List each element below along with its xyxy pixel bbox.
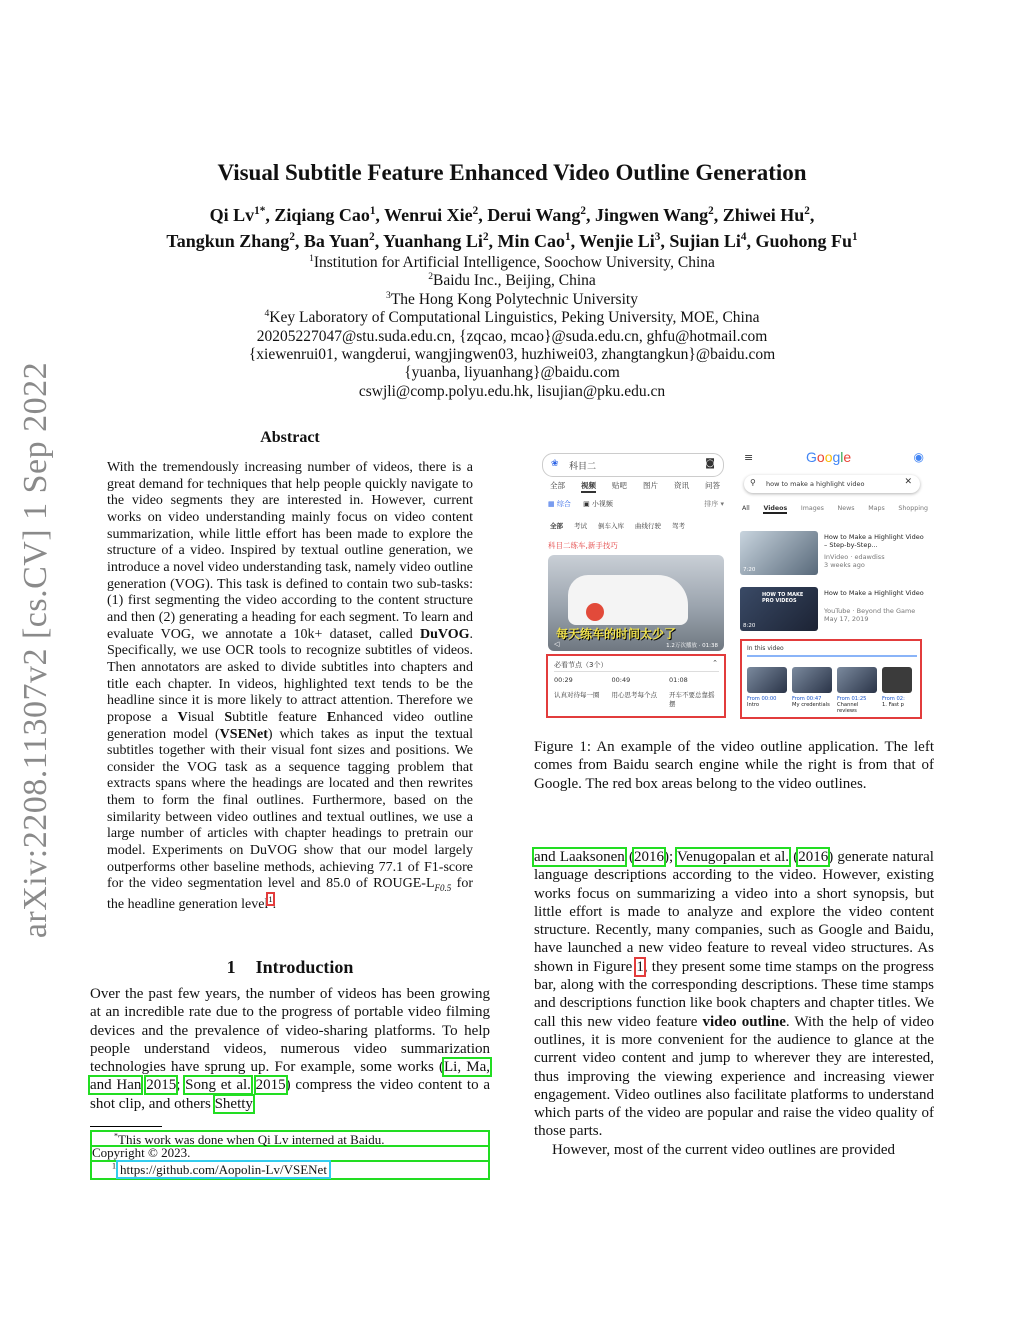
- abstract-text: With the tremendously increasing number of videos, there is a great demand for techniques that help people quickly navigate to the video segments they are interested in. However, current works on video understanding mainly focus on video content summarization, while little effort has been made to explore the structure of a video. Inspired by textual outline generation, we introduce a novel video understanding task, namely video outline generation (VOG). This task is defined to contain two sub-tasks: (1) first segmenting the video according to the content structure and then (2) generating a heading for each segment. To learn and evaluate VOG, we annotate a 10k+ dataset, called DuVOG. Specifically, we use OCR tools to recognize subtitles of videos. Then annotators are asked to divide subtitles into chapters and title each chapter. In videos, highlighted text tends to be the headline since it is more likely to attract attention. Therefore we propose a Visual Subtitle feature Enhanced video outline generation model (VSENet) which takes as input the textual subtitles together with their visual font sizes and positions. We consider the VOG task as a sequence tagging problem that extracts spans where the headings are located and then rewrites them to form the final outlines. Furthermore, based on the similarity between video outlines and textual outlines, we use a large number of articles with chapter headings to pretrain our model. Experiments on DuVOG show that our model largely outperforms other baseline methods, achieving 77.1 of F1-score for the video segmentation level and 85.0 of ROUGE-$L_{F0.5}$ for the headline generation level$^1$.: [107, 460, 474, 912]
- google-chapter-list: [747, 667, 922, 714]
- chapter-item[interactable]: 01:08 开车不要总靠摇摆: [669, 676, 715, 708]
- abstract-heading: Abstract: [260, 429, 320, 446]
- video-meta: 1.2万次播放 · 01:38: [666, 643, 718, 649]
- author-name: Derui Wang: [487, 205, 581, 225]
- footnote-1: *This work was done when Qi Lv interned at Baidu.: [90, 1130, 490, 1147]
- author-name: Jingwen Wang: [594, 205, 709, 225]
- figure-caption: Figure 1: An example of the video outline application. The left comes from Baidu search engine while the right is from that of Google. The red box areas belong to the video outlines.: [534, 739, 934, 792]
- footnote-2: $^1$ https://github.com/Aopolin-Lv/VSENet: [90, 1160, 490, 1180]
- volume-icon: ◁: [554, 640, 560, 648]
- in-video-label: In this video: [747, 645, 784, 652]
- footnote-url-link[interactable]: https://github.com/Aopolin-Lv/VSENet: [116, 1160, 331, 1179]
- figure-reference-link[interactable]: 1: [636, 958, 644, 975]
- baidu-outline-box: [546, 654, 726, 718]
- baidu-tab[interactable]: 全部: [550, 481, 565, 490]
- result-thumbnail[interactable]: 7:20: [740, 531, 818, 575]
- google-tabs: [742, 505, 928, 514]
- author-affiliation-mark: 2: [580, 205, 586, 217]
- google-tab[interactable]: Images: [800, 505, 824, 512]
- citation-link[interactable]: Venugopalan et al.: [677, 849, 790, 865]
- chip[interactable]: 全部: [550, 522, 563, 530]
- google-tab[interactable]: Shopping: [898, 505, 928, 512]
- car-logo: [586, 603, 604, 621]
- chapter-list: [554, 676, 719, 708]
- video-subtitle-overlay: 每天练车的时间太少了: [556, 627, 677, 641]
- menu-icon[interactable]: ≡: [744, 451, 754, 464]
- progress-track: [554, 671, 719, 672]
- paragraph: However, most of the current video outlines are provided: [552, 1141, 896, 1158]
- author-line-1: Qi $Lv^{1*}$, Ziqiang Cao$^1$, Wenrui Xie$^2$, Derui Wang$^2$, Jingwen Wang$^2$, Zhiwei Hu$^2$,: [209, 205, 815, 225]
- chip[interactable]: 倒车入库: [598, 522, 624, 530]
- video-result[interactable]: How to Make a Highlight Video YouTube · Beyond the Game May 17, 2019: [824, 589, 924, 623]
- citation-link[interactable]: 2015: [146, 1077, 177, 1094]
- chip[interactable]: 驾考: [672, 522, 685, 530]
- baidu-video-thumbnail[interactable]: [548, 555, 724, 651]
- baidu-tab[interactable]: 资讯: [674, 481, 689, 490]
- baidu-tab[interactable]: 贴吧: [612, 481, 627, 490]
- author-name: Tangkun Zhang: [166, 231, 290, 251]
- citation-link[interactable]: and Laaksonen: [534, 849, 625, 865]
- author-affiliation-mark: 2: [289, 231, 295, 243]
- author-name: Qi Lv: [209, 205, 255, 225]
- video-result[interactable]: How to Make a Highlight Video – Step-by-Step... InVideo · edawdiss 3 weeks ago: [824, 533, 924, 569]
- chapter-progress-bar: [747, 655, 917, 657]
- author-affiliation-mark: 3: [654, 231, 661, 243]
- chapter-header: 必看节点（3个）: [554, 661, 608, 669]
- chapter-item[interactable]: From 01:25 Channel reviews: [837, 667, 877, 714]
- chapter-item[interactable]: 00:29 认真对待每一圈: [554, 676, 600, 699]
- baidu-tab[interactable]: 视频: [581, 480, 596, 493]
- affiliation: $^1$Institution for Artificial Intelligence, Soochow University, China: [309, 252, 715, 271]
- sort-dropdown[interactable]: 排序 ▾: [704, 500, 724, 508]
- author-affiliation-mark: 2: [482, 231, 489, 243]
- affiliations: [80, 254, 944, 401]
- baidu-paw-icon: ❀: [551, 459, 559, 469]
- chevron-up-icon[interactable]: ⌃: [712, 659, 718, 667]
- author-affiliation-mark: 1: [852, 231, 858, 243]
- author-affiliation-mark: 1*: [254, 205, 266, 217]
- google-tab[interactable]: All: [742, 505, 750, 512]
- car-shape: [568, 575, 688, 625]
- google-logo: Google: [806, 449, 852, 465]
- baidu-tabs: [550, 480, 720, 493]
- chapter-item[interactable]: 00:49 用心思考每个点: [611, 676, 657, 699]
- copyright-notice: Copyright © 2023.: [90, 1147, 490, 1162]
- citation-link[interactable]: Li, Ma, and Han: [90, 1059, 491, 1094]
- author-affiliation-mark: 2: [708, 205, 714, 217]
- google-tab[interactable]: News: [837, 505, 855, 512]
- google-tab[interactable]: Maps: [868, 505, 885, 512]
- chip[interactable]: 考试: [574, 522, 587, 530]
- right-column-text: [534, 848, 934, 1159]
- baidu-screenshot: [540, 449, 726, 721]
- citation-link[interactable]: Shetty: [214, 1095, 253, 1112]
- google-tab[interactable]: Videos: [763, 505, 788, 512]
- author-affiliation-mark: 2: [804, 205, 810, 217]
- affiliation: $^3$The Hong Kong Polytechnic University: [386, 289, 638, 308]
- author-affiliation-mark: 2: [369, 231, 375, 243]
- author-affiliation-mark: 1: [369, 205, 376, 217]
- baidu-video-title[interactable]: 科目二练车,新手技巧: [548, 541, 618, 550]
- baidu-search-bar: [542, 453, 724, 477]
- affiliation: $^4$Key Laboratory of Computational Linguistics, Peking University, MOE, China: [264, 308, 760, 327]
- author-name: Ba Yuan: [303, 231, 370, 251]
- citation-link[interactable]: 2016: [798, 849, 829, 865]
- chapter-item[interactable]: From 02: 1. Fast p: [882, 667, 912, 714]
- google-outline-box: [740, 639, 922, 719]
- author-name: Zhiwei Hu: [722, 205, 805, 225]
- author-name: Wenjie Li: [579, 231, 655, 251]
- figure-1: [540, 449, 930, 721]
- footnote-link[interactable]: 1: [268, 894, 273, 905]
- author-list: [80, 202, 944, 254]
- baidu-filter-row: [548, 499, 724, 509]
- camera-icon: ◙: [705, 458, 715, 469]
- intro-paragraph: Over the past few years, the number of videos has been growing at an incredible rate due to the progress of portable video filming devices and the prevalence of video-sharing platforms. To help people understand videos, numerous video summarization technologies have sprung up. For example, some works (Li, Ma, and Han 2015; Song et al. 2015) compress the video content to a shot clip, and others Shetty: [90, 986, 491, 1112]
- baidu-chips: [550, 521, 720, 530]
- paragraph: and Laaksonen (2016); Venugopalan et al. (2016) generate natural language descriptions according to the video. However, existing works focus on summarizing a video into a short synopsis, but little effort is made to analyze and explore the video content structure. Recently, many companies, such as Google and Baidu, have launched a new video feature to reveal video structures. As shown in Figure 1, they present some time stamps on the progress bar, along with the corresponding descriptions. These time stamps and descriptions function like book chapters and chapter titles. We call this new video feature video outline. With the help of video outlines, it is more convenient for the audience to glance at the current video content and jump to wherever they are interested, thus improving the viewing experience and increasing viewer engagement. Video outlines also facilitate platforms to understand which parts of the video are popular and raise the video quality of those parts.: [534, 849, 935, 1140]
- chapter-item[interactable]: From 00:47 My credentials: [792, 667, 832, 714]
- author-name: Ziqiang Cao: [274, 205, 370, 225]
- citation-link[interactable]: 2015: [255, 1077, 286, 1094]
- footnote-rule: [90, 1126, 162, 1127]
- baidu-tab[interactable]: 问答: [705, 481, 720, 490]
- filter-short-video[interactable]: ▣ 小视频: [583, 500, 613, 508]
- chapter-item[interactable]: From 00:00 Intro: [747, 667, 787, 714]
- google-screenshot: [740, 449, 930, 721]
- arxiv-watermark: arXiv:2208.11307v2 [cs.CV] 1 Sep 2022: [17, 361, 54, 939]
- close-icon[interactable]: ✕: [904, 477, 912, 487]
- author-affiliation-mark: 4: [740, 231, 747, 243]
- author-name: Yuanhang Li: [383, 231, 483, 251]
- search-icon: ⚲: [750, 478, 756, 487]
- paper-title: Visual Subtitle Feature Enhanced Video Outline Generation: [217, 160, 807, 185]
- author-name: Wenrui Xie: [384, 205, 473, 225]
- email-line: {yuanba, liyuanhang}@baidu.com: [404, 364, 620, 382]
- citation-link[interactable]: Song et al.: [185, 1077, 251, 1094]
- email-line: 20205227047@stu.suda.edu.cn, {zqcao, mcao}@suda.edu.cn, ghfu@hotmail.com: [256, 327, 768, 345]
- author-name: Sujian Li: [669, 231, 741, 251]
- google-search-bar[interactable]: [744, 475, 920, 493]
- author-affiliation-mark: 1: [565, 231, 571, 243]
- baidu-search-query: 科目二: [569, 462, 597, 472]
- author-name: Guohong Fu: [755, 231, 853, 251]
- author-affiliation-mark: 2: [472, 205, 479, 217]
- baidu-tab[interactable]: 图片: [643, 481, 658, 490]
- author-name: Min Cao: [497, 231, 566, 251]
- chip[interactable]: 曲线行驶: [635, 522, 661, 530]
- email-line: cswjli@comp.polyu.edu.hk, lisujian@pku.edu.cn: [358, 382, 666, 400]
- account-icon[interactable]: ◉: [913, 450, 924, 464]
- author-line-2: Tangkun Zhang$^2$, Ba Yuan$^2$, Yuanhang Li$^2$, Min Cao$^1$, Wenjie Li$^3$, Sujian Li$^4$, Guohong Fu$^1$: [166, 231, 858, 251]
- affiliation: $^2$Baidu Inc., Beijing, China: [428, 271, 596, 290]
- email-line: {xiewenrui01, wangderui, wangjingwen03, huzhiwei03, zhangtangkun}@baidu.com: [248, 346, 776, 364]
- section-heading: 1 Introduction: [226, 957, 354, 977]
- result-thumbnail[interactable]: HOW TO MAKE PRO VIDEOS 8:20: [740, 587, 818, 631]
- citation-link[interactable]: 2016: [633, 849, 664, 865]
- filter-general[interactable]: ▦ 综合: [548, 500, 571, 508]
- google-search-query: how to make a highlight video: [766, 480, 865, 488]
